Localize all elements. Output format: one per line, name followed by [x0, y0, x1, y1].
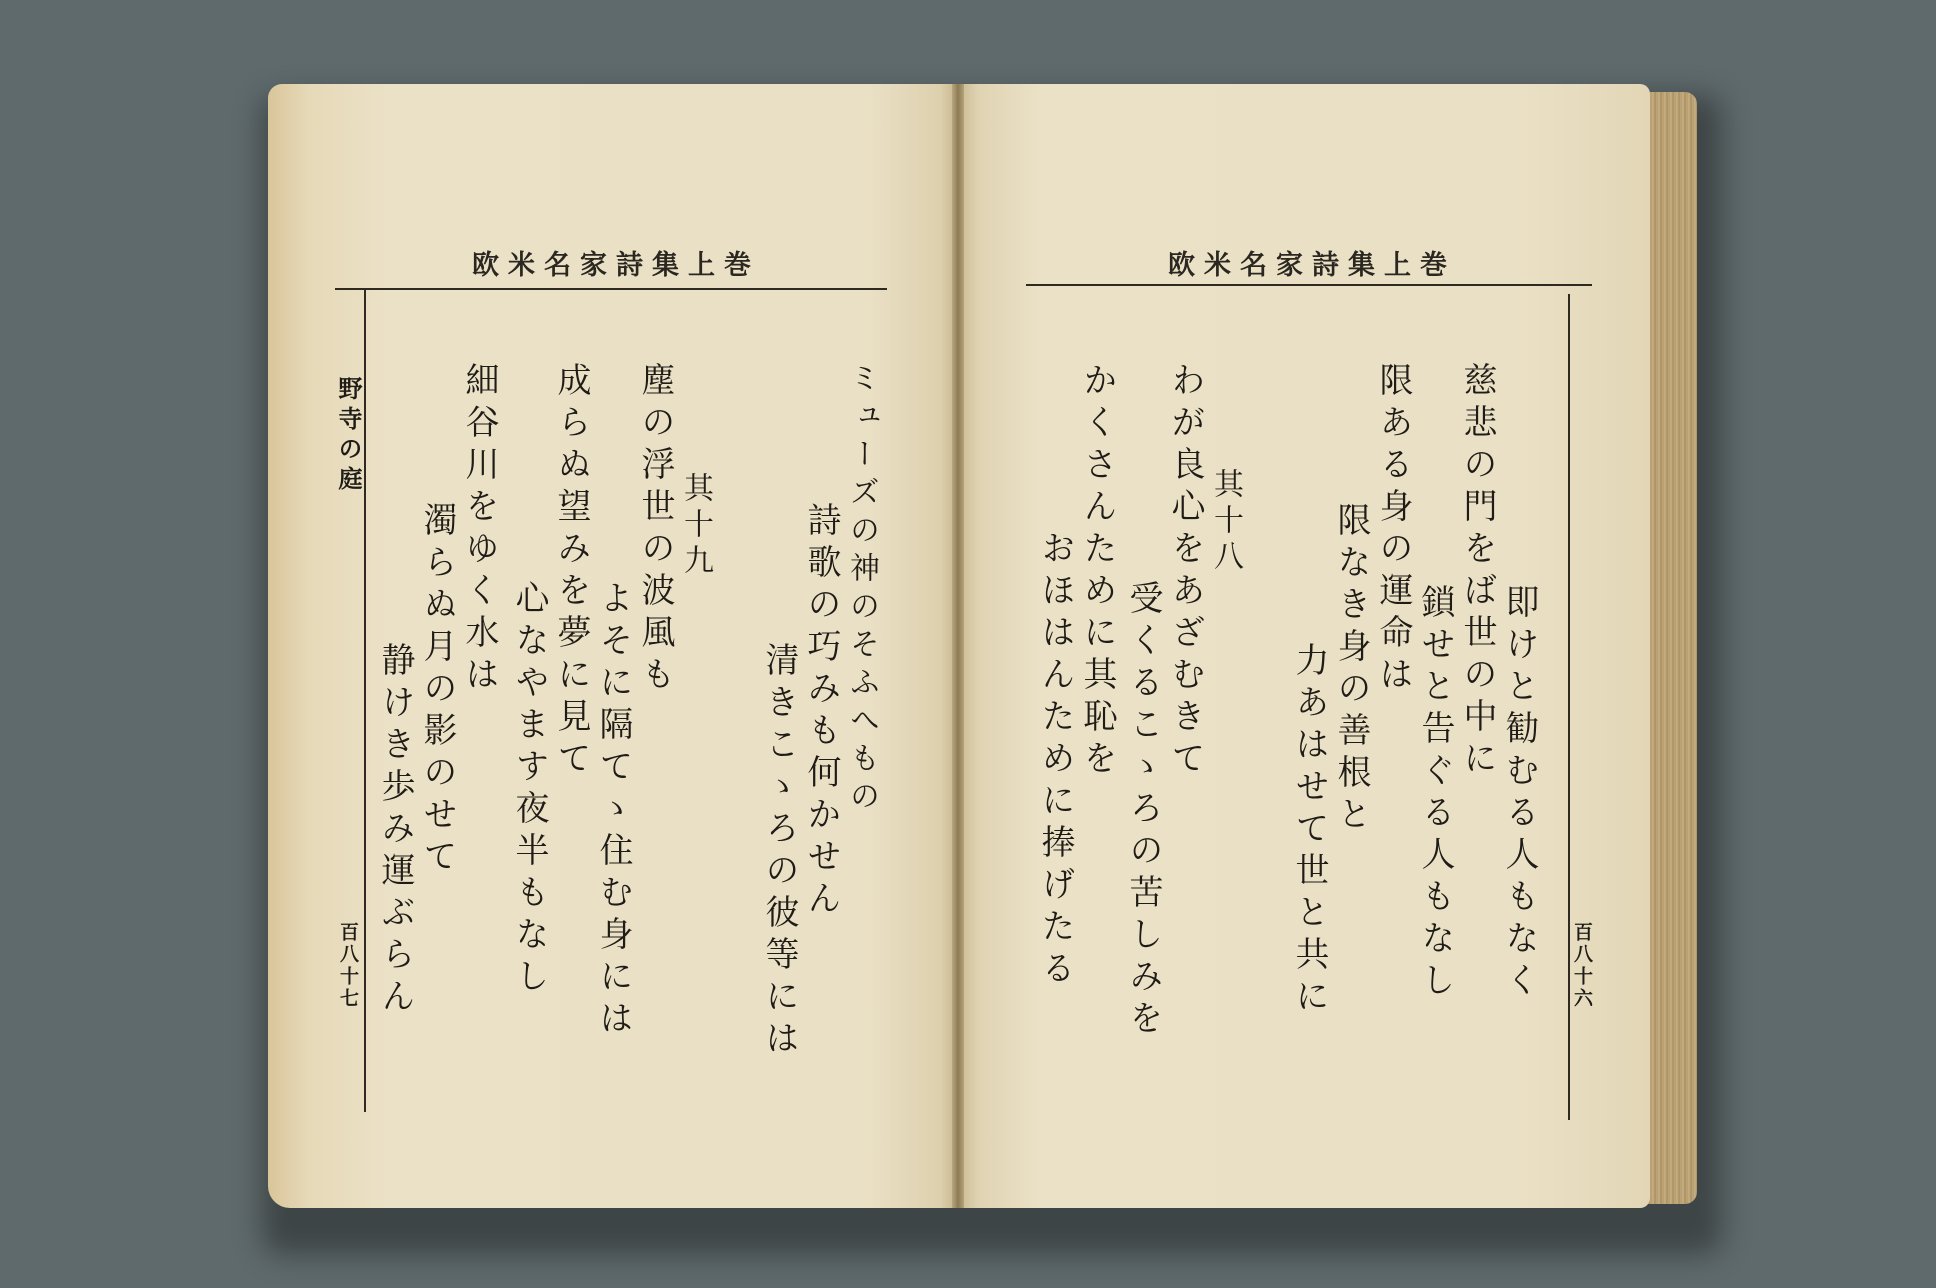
verse-line: 濁らぬ月の影のせて: [417, 502, 457, 880]
verse-line: 即けと勧むる人もなく: [1499, 584, 1539, 1004]
book-gutter: [952, 84, 964, 1208]
verse-line: わが良心をあざむきて: [1165, 362, 1205, 782]
verse-line: よそに隔てゝ住む身には: [593, 580, 633, 1042]
verse-line: 成らぬ望みを夢に見て: [551, 362, 591, 782]
header-rule-right: [1026, 284, 1592, 286]
verse-line: 静けき歩み運ぶらん: [375, 642, 415, 1020]
verse-line: 心なやます夜半もなし: [509, 580, 549, 1000]
verse-line: 詩歌の巧みも何かせん: [801, 502, 841, 922]
margin-rule-left: [364, 288, 366, 1112]
poem-section-number: 其十八: [1208, 468, 1243, 576]
verse-line: 慈悲の門をば世の中に: [1457, 362, 1497, 782]
verse-line: 限なき身の善根と: [1331, 502, 1371, 838]
verse-line: 力あはせて世と共に: [1289, 642, 1329, 1020]
page-number-left: 百八十七: [337, 922, 359, 1010]
margin-rule-right: [1568, 294, 1570, 1120]
running-head-left: 欧米名家詩集上巻: [472, 250, 760, 281]
verse-line: 塵の浮世の波風も: [635, 362, 675, 698]
verse-line: 細谷川をゆく水は: [459, 362, 499, 698]
section-title: 野寺の庭: [334, 376, 363, 496]
page-number-right: 百八十六: [1571, 922, 1593, 1010]
verse-line: おほはんために捧げたる: [1035, 530, 1075, 992]
verse-line: かくさんために其恥を: [1077, 362, 1117, 782]
poem-section-number: 其十九: [678, 472, 713, 580]
verse-line: 鎖せと告ぐる人もなし: [1415, 584, 1455, 1004]
header-rule-left: [335, 288, 887, 290]
page-edges: [1645, 92, 1697, 1204]
verse-line: 限ある身の運命は: [1373, 362, 1413, 698]
running-head-right: 欧米名家詩集上巻: [1168, 250, 1456, 281]
verse-line: ミューズの神のそふへもの: [844, 362, 879, 818]
verse-line: 受くるこゝろの苦しみを: [1123, 580, 1163, 1042]
verse-line: 清きこゝろの彼等には: [759, 642, 799, 1062]
